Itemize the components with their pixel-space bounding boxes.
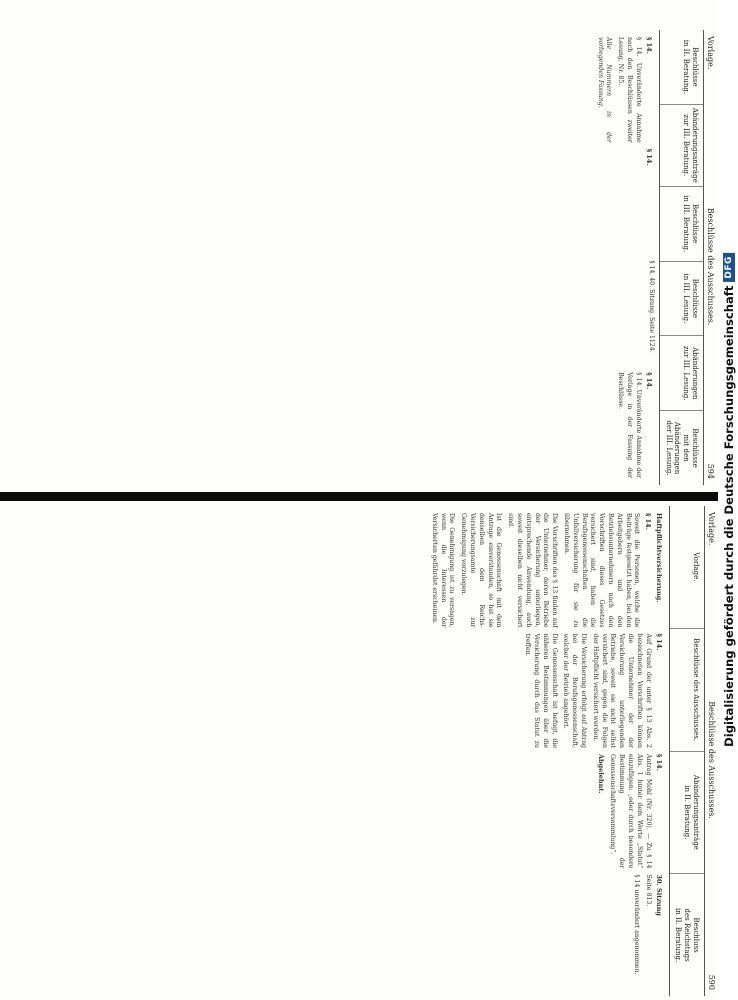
top-page-header-title: Beschlüsse des Ausschusses. [706,207,715,326]
column-header: Beschluss des Reichstags in II. Beratung. [674,907,700,963]
top-page-header [703,30,717,485]
text-paragraph: § 14 unverändert angenommen. [632,874,640,975]
bottom-page-column-headers [669,506,704,996]
column-header: Beschlüsse mit den Abänderungen der III. Lesung. [664,420,699,476]
column-header: Beschlüsse in III. Beratung. [660,187,703,262]
paragraph-mark: § 14. [645,148,653,166]
top-page-body [588,30,659,485]
text-paragraph: Die Vorschriften des § 13 finden auf die Unternehmer, deren Betriebe der Versicherung unterliegen, entsprechende Anwendung, auch soweit dieselben nicht versichert sind. [507,513,559,628]
top-page-header-center: Vorlage. [706,36,715,70]
paragraph-mark: § 14. [654,633,663,651]
text-paragraph: § 14. Unveränderte Annahme nach den Beschlüssen zweiter Lesung, Nr. 85. [617,37,642,143]
bottom-page-header-title: Beschlüsse des Ausschusses. [707,701,716,819]
column-header: Beschlüsse in III. Lesung. [660,262,703,337]
bottom-page-header [704,506,718,996]
top-page-column-headers [659,30,703,485]
text-paragraph: Die Genossenschaft ist befugt, die näheren Bestimmungen über die Versicherung durch das Statut zu treffen. [524,633,558,748]
column-header: Abänderungen zur III. Lesung. [660,336,703,411]
text-paragraph: § 14. 40. Sitzung. Seite 1124. [648,260,655,353]
text-paragraph: Seite 813. [644,874,652,907]
paragraph-mark: § 14. [643,513,652,530]
paragraph-mark: § 14. [645,372,653,390]
text-paragraph: § 14. Unveränderte Annahme der Vorlage in der Fassung der Beschlüsse. [617,372,642,478]
bottom-page-header-center: Vorlage. [707,512,716,546]
column-header: Abänderungsanträge zur III. Beratung. [660,105,703,187]
text-paragraph: Soweit die Personen, welche die Beiträge festgesetzt haben, bei den Arbeitgebern und den Betriebsunternehmern nach den Vorschriften dieses Gesetzes versichert sind, haben die Berufsgenossenschaften die Unfallversicherung für sie zu übernehmen. [562,513,641,628]
text-paragraph: Ist die Genossenschaft mit dem Antrage einverstanden, so hat sie denselben dem Reichs-Versicherungsamte zur Genehmigung vorzulegen. [460,513,503,628]
dfg-logo: DFG [723,253,735,282]
text-paragraph: Alle Nummern in der vorliegenden Fassung. [596,37,613,143]
bottom-page-body [422,506,669,996]
text-paragraph: Die Versicherung erfolgt auf Antrag bei der Berufsgenossenschaft, welcher der Betrieb angehört. [562,633,587,748]
banner-text: Digitalisierung gefördert durch die Deutsche Forschungsgemeinschaft [722,285,736,747]
paragraph-mark: § 14. [645,37,653,54]
session-heading: 30. Sitzung [654,874,663,916]
top-page-number: 594 [706,463,715,479]
column-header: Beschlüsse in II. Beratung. [660,30,703,105]
text-paragraph: Abgelehnt. [596,754,605,794]
text-paragraph: Auf Grund der unter § 13 Abs. 2 bezeichneten Vorschriften können die Unternehmer der der Versicherung unterliegenden Betriebe, soweit sie nicht selbst versichert sind, gegen die Folgen der Haftpflicht versichert werden. [591,633,652,748]
column-header: Beschlüsse des Ausschusses. [670,629,704,752]
column-header: Vorlage. [670,506,704,629]
text-paragraph: Antrag Mohl (Nr. 320). — Zu § 14 Abs. 1 hinter dem Worte „Statut“ einzufügen: „oder durch besondere Bestimmung der Genossenschaftsversammlung“. [609,754,652,869]
column-header: Abänderungsanträge in II. Beratung. [670,752,704,875]
page-gutter-divider [0,492,718,501]
bottom-page-number: 590 [707,974,716,990]
text-paragraph: Die Genehmigung ist zu versagen, wenn die Interessen der Versicherten gefährdet erscheinen. [430,513,456,628]
section-title: Haftpflichtversicherung. [654,513,663,603]
paragraph-mark: § 14. [654,754,663,771]
